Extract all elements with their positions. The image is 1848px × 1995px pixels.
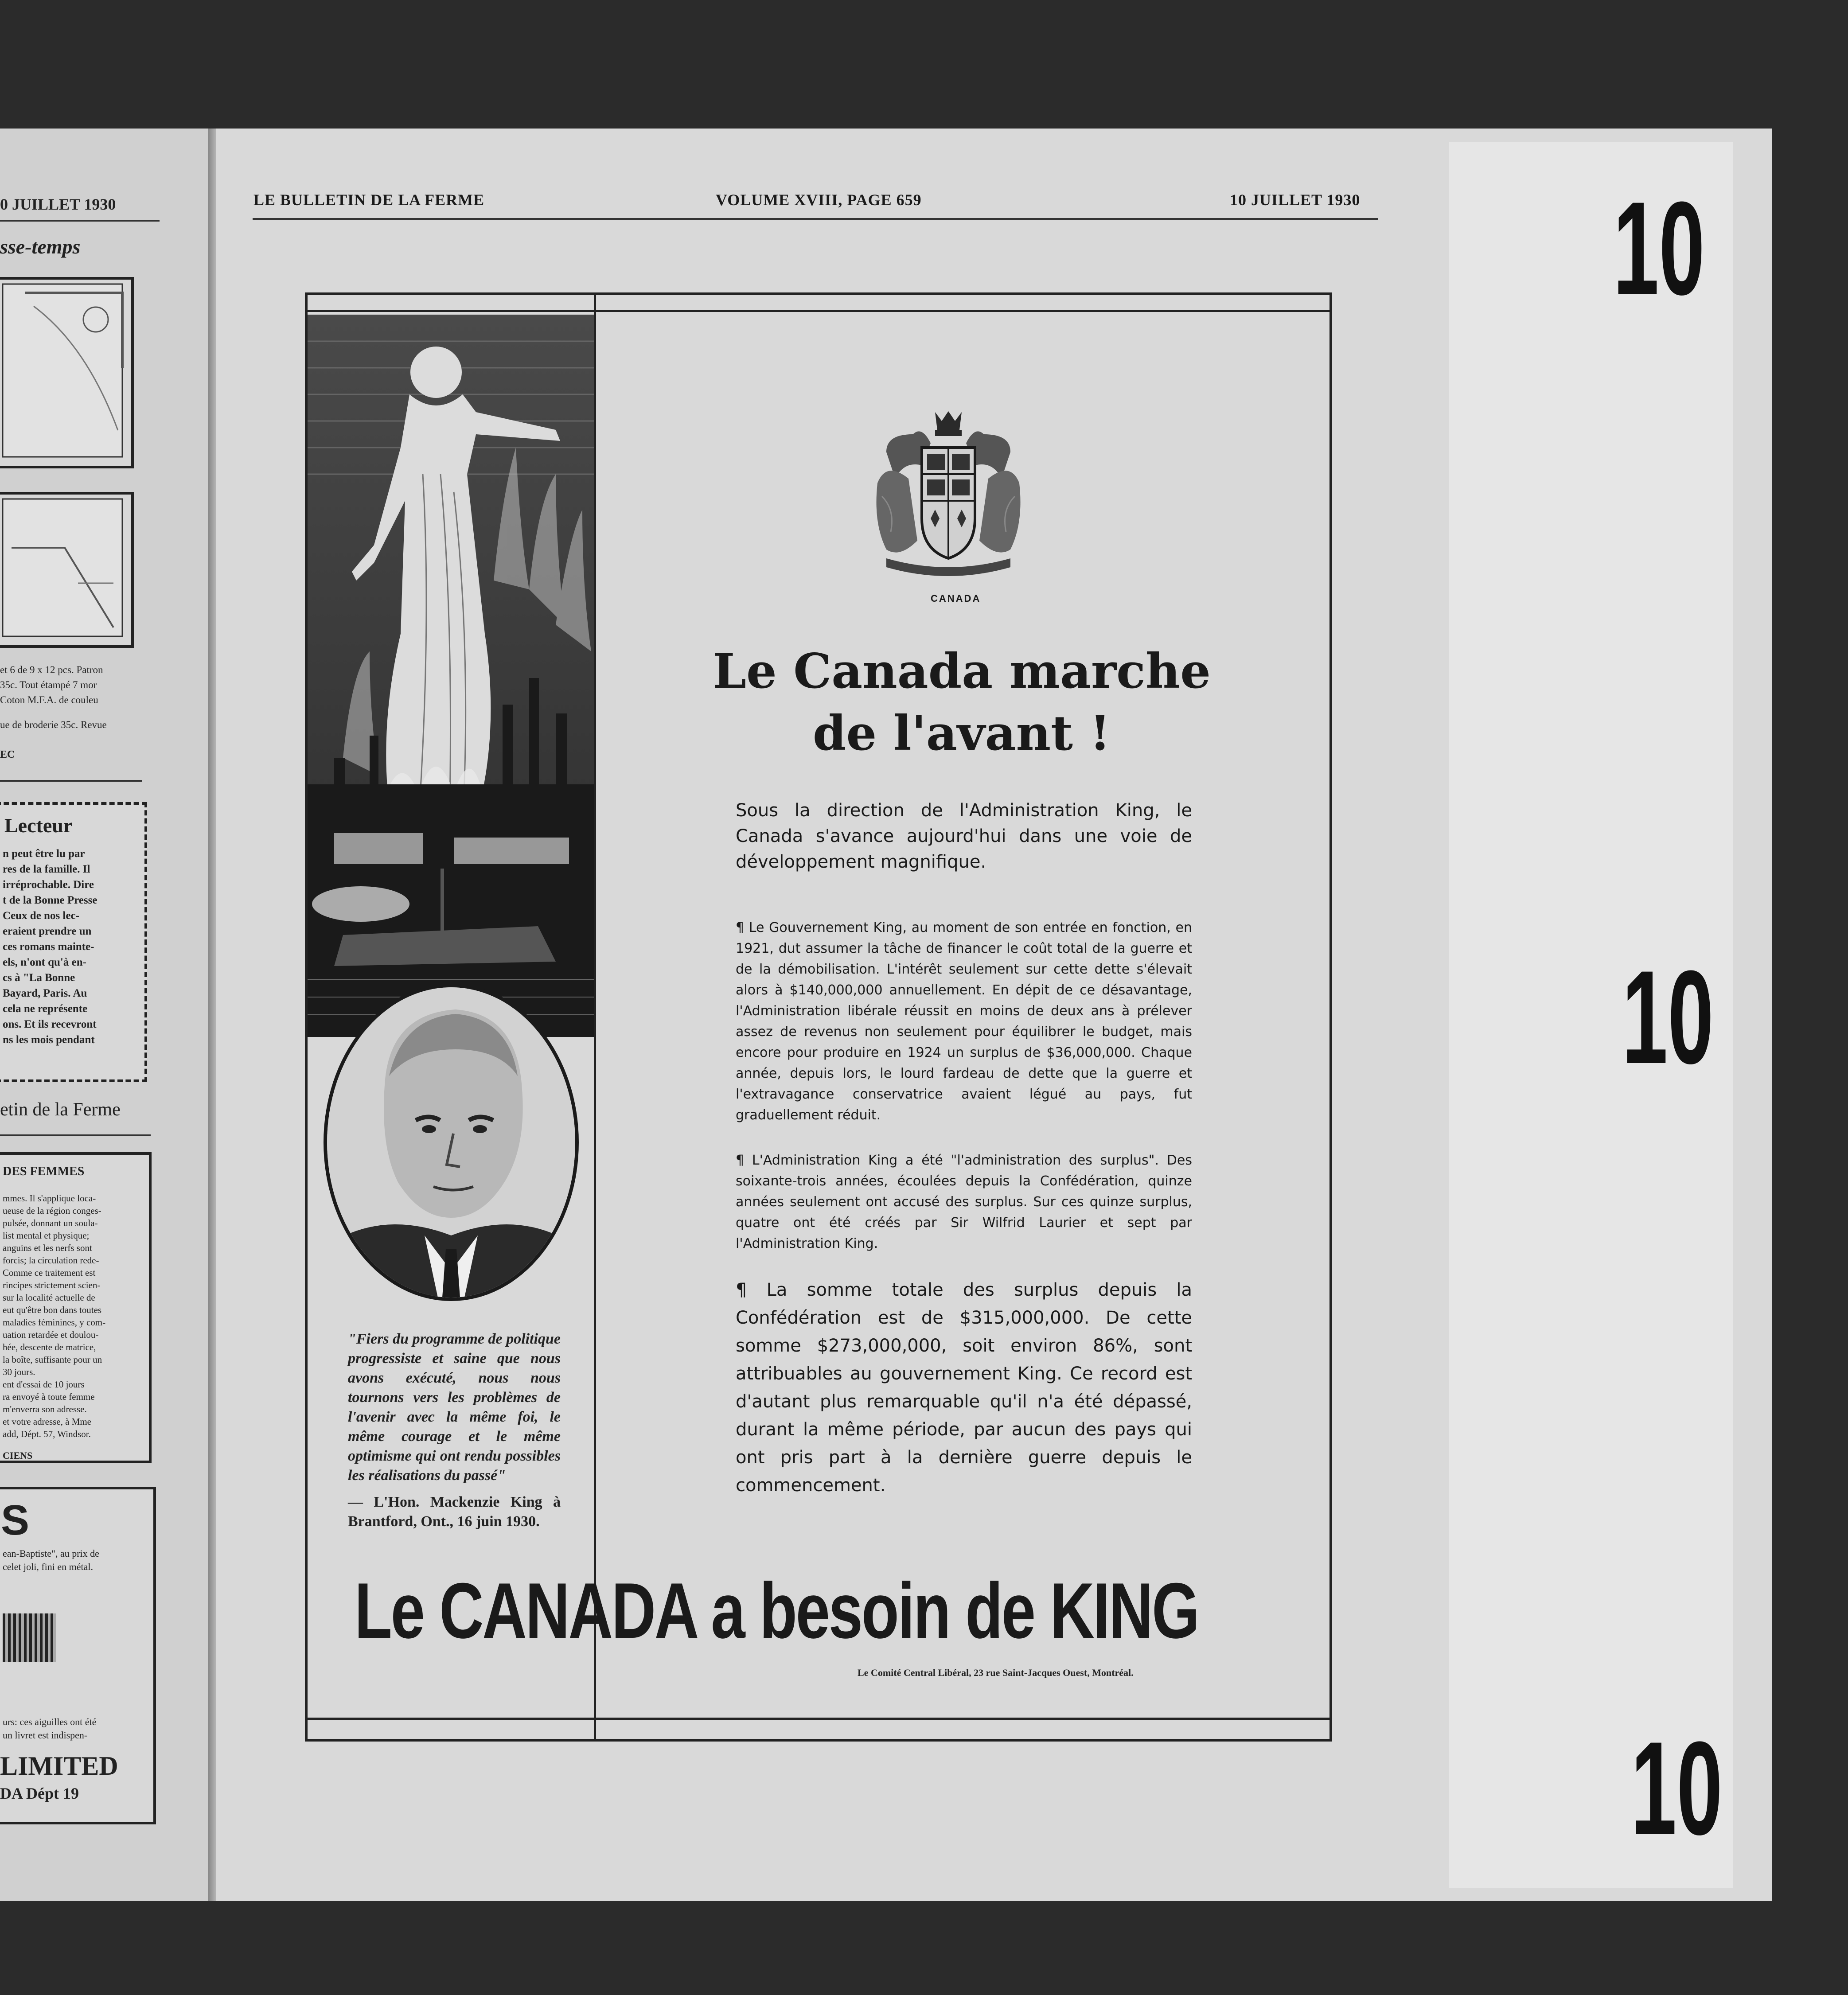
- lead-paragraph: Sous la direction de l'Administration King, le Canada s'avance aujourd'hui dans une voie de développement magnifique.: [736, 800, 1192, 872]
- aiguilles-line: un livret est indispen-: [3, 1730, 88, 1741]
- lecteur-title: Lecteur: [4, 814, 73, 837]
- limited-label: LIMITED: [0, 1751, 118, 1781]
- lecteur-line: eraient prendre un: [3, 925, 92, 937]
- bracelet-text: [3, 1547, 153, 1574]
- quote-attribution: — L'Hon. Mackenzie King à Brantford, Ont., 16 juin 1930.: [348, 1494, 561, 1530]
- bracelet-line: ean-Baptiste", au prix de: [3, 1548, 99, 1559]
- headline-line-2: de l'avant !: [812, 705, 1111, 761]
- bracelet-line: celet joli, fini en métal.: [3, 1561, 94, 1572]
- lecteur-line: cela ne représente: [3, 1003, 88, 1015]
- femmes-line: et votre adresse, à Mme: [3, 1416, 92, 1427]
- femmes-line: add, Dépt. 57, Windsor.: [3, 1429, 91, 1439]
- pattern-line: Coton M.F.A. de couleu: [0, 694, 98, 705]
- lecteur-text: [3, 846, 144, 1048]
- left-page-section-title: sse-temps: [0, 235, 81, 258]
- canada-coat-of-arms: [869, 408, 1028, 585]
- bulletin-fragment: etin de la Ferme: [0, 1099, 121, 1120]
- left-divider-2: [0, 1134, 151, 1136]
- aiguilles-line: urs: ces aiguilles ont été: [3, 1716, 97, 1727]
- femmes-line: mmes. Il s'applique loca-: [3, 1193, 96, 1204]
- bracelet-ad-box: [0, 1487, 156, 1824]
- femmes-text: [3, 1192, 149, 1440]
- lecteur-line: res de la famille. Il: [3, 863, 90, 875]
- mackenzie-king-portrait: [324, 984, 579, 1301]
- frame-number-bottom: 10: [1631, 1714, 1723, 1863]
- femmes-line: ent d'essai de 10 jours: [3, 1379, 85, 1390]
- bracelet-ad-letter: S: [1, 1496, 30, 1544]
- header-rule: [253, 218, 1378, 220]
- femmes-line: sur la localité actuelle de: [3, 1292, 95, 1303]
- lecteur-box: [0, 802, 147, 1082]
- femmes-line: m'enverra son adresse.: [3, 1404, 87, 1414]
- ad-headline: [620, 640, 1303, 764]
- femmes-line: maladies féminines, y com-: [3, 1317, 106, 1328]
- lecteur-line: ns les mois pendant: [3, 1034, 95, 1046]
- paragraph-debt: ¶ Le Gouvernement King, au moment de son entrée en fonction, en 1921, dut assumer la tâche de financer le coût total de la guerre et de la démobilisation. L'intérêt seulement sur cette dette s'élevait alors à $140,000,000 annuellement. En dépit de ce désavantage, l'Administration libérale réussit en moins de deux ans à prélever assez de revenus non seulement pour équilibrer le budget, mais encore pour produire en 1924 un surplus de $36,000,000. Chaque année, depuis lors, le lourd fardeau de dette que la guerre et l'extravagance conservatrice avaient légué au pays, fut graduellement réduit.: [736, 920, 1192, 1123]
- pattern-line: ue de broderie 35c. Revue: [0, 719, 107, 730]
- lecteur-line: irréprochable. Dire: [3, 879, 94, 891]
- femmes-line: uation retardée et doulou-: [3, 1329, 99, 1340]
- femmes-line: rincipes strictement scien-: [3, 1280, 101, 1290]
- femmes-line: hée, descente de matrice,: [3, 1342, 96, 1352]
- ciens-label: CIENS: [3, 1450, 33, 1461]
- lecteur-line: els, n'ont qu'à en-: [3, 956, 86, 968]
- aiguilles-text: [3, 1715, 153, 1742]
- left-ec-label: EC: [0, 749, 15, 760]
- femmes-line: pulsée, donnant un soula-: [3, 1218, 98, 1228]
- left-page-date: 0 JUILLET 1930: [0, 195, 116, 213]
- femmes-line: anguins et les nerfs sont: [3, 1243, 92, 1253]
- crest-label: CANADA: [931, 593, 981, 604]
- femmes-title: DES FEMMES: [3, 1165, 85, 1178]
- header-date: 10 JUILLET 1930: [1230, 191, 1361, 209]
- ad-credit: Le Comité Central Libéral, 23 rue Saint-Jacques Ouest, Montréal.: [858, 1667, 1134, 1678]
- femmes-line: la boîte, suffisante pour un: [3, 1354, 102, 1365]
- quote-block: [348, 1329, 561, 1531]
- femmes-box: [0, 1152, 152, 1463]
- lecteur-line: n peut être lu par: [3, 848, 85, 860]
- pattern-line: 35c. Tout étampé 7 mor: [0, 679, 97, 690]
- left-header-rule: [0, 220, 160, 222]
- frame-number-top: 10: [1613, 174, 1705, 323]
- femmes-line: list mental et physique;: [3, 1230, 90, 1241]
- ad-frame-top-rule: [305, 310, 1332, 312]
- paragraph-surplus-total: ¶ La somme totale des surplus depuis la Confédération est de $315,000,000. De cette somme $273,000,000, soit environ 86%, sont attribuables au gouvernement King. Ce record est d'autant plus remarquable qu'il n'a été dépassé, durant la même période, par aucun des pays qui ont pris part à la dernière guerre depuis le commencement.: [736, 1280, 1192, 1496]
- femmes-line: ueuse de la région conges-: [3, 1205, 101, 1216]
- femmes-line: forcis; la circulation rede-: [3, 1255, 99, 1266]
- femmes-line: Comme ce traitement est: [3, 1267, 96, 1278]
- header-publication: LE BULLETIN DE LA FERME: [253, 191, 485, 209]
- frame-number-middle: 10: [1622, 943, 1714, 1091]
- pattern-image-1: [0, 277, 134, 468]
- allegory-illustration: [308, 315, 594, 1037]
- pattern-line: et 6 de 9 x 12 pcs. Patron: [0, 664, 103, 675]
- king-quote: "Fiers du programme de politique progressiste et saine que nous avons exécuté, nous nous tournons vers les problèmes de l'avenir avec la même foi, le même courage et le même optimisme qui ont rendu possibles les réalisations du passé": [348, 1331, 561, 1484]
- dept-label: DA Dépt 19: [0, 1785, 79, 1802]
- femmes-line: ra envoyé à toute femme: [3, 1391, 95, 1402]
- lecteur-line: cs à "La Bonne: [3, 972, 75, 984]
- lecteur-line: Ceux de nos lec-: [3, 910, 79, 922]
- femmes-line: eut qu'être bon dans toutes: [3, 1305, 102, 1315]
- lecteur-line: ons. Et ils recevront: [3, 1018, 97, 1030]
- bracelet-image: [3, 1613, 56, 1662]
- lecteur-line: ces romans mainte-: [3, 941, 94, 953]
- paragraph-surplus-administration: ¶ L'Administration King a été "l'administration des surplus". Des soixante-trois années, écoulées depuis la Confédération, quinze années seulement ont accusé des surplus. Sur ces quinze surplus, quatre ont été créés par Sir Wilfrid Laurier et sept par l'Administration King.: [736, 1153, 1192, 1251]
- ad-slogan: Le CANADA a besoin de KING: [355, 1566, 1199, 1655]
- headline-line-1: Le Canada marche: [713, 643, 1211, 699]
- femmes-line: 30 jours.: [3, 1367, 35, 1377]
- ad-frame-bottom-rule: [305, 1718, 1332, 1720]
- pattern-description: [0, 662, 146, 733]
- pattern-image-2: [0, 492, 134, 648]
- left-divider: [0, 780, 142, 782]
- header-volume: VOLUME XVIII, PAGE 659: [716, 191, 922, 209]
- lecteur-line: t de la Bonne Presse: [3, 894, 97, 906]
- lecteur-line: Bayard, Paris. Au: [3, 987, 87, 999]
- ad-column-divider: [594, 292, 596, 1742]
